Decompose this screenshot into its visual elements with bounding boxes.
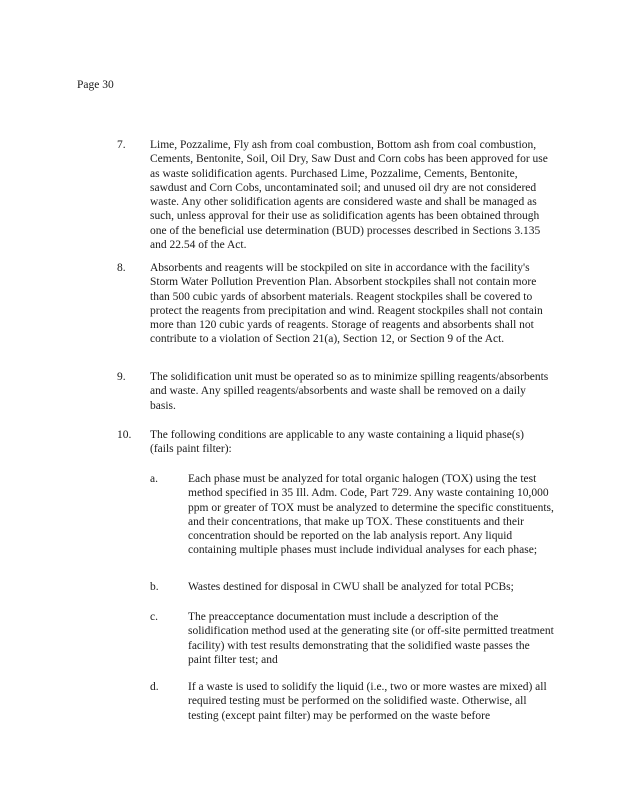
subitem-d-text: If a waste is used to solidify the liquid (i.e., two or more wastes are mixed) all required testing must be performed on the solidified waste. Otherwise, all testing (except paint filter) may be performed on the waste before bbox=[188, 681, 547, 722]
item-8-number: 8. bbox=[117, 262, 126, 274]
item-10-text: The following conditions are applicable to any waste containing a liquid phase(s) (fails paint filter): bbox=[150, 429, 524, 456]
subitem-c-letter: c. bbox=[150, 611, 158, 623]
item-7-number: 7. bbox=[117, 139, 126, 151]
item-8-text: Absorbents and reagents will be stockpiled on site in accordance with the facility's Storm Water Pollution Prevention Plan. Absorbent stockpiles shall not contain more than 500 cubic yards of absorbent materials. Reagent stockpiles shall be covered to protect the reagents from precipitation and wind. Reagent stockpiles shall not contain more than 120 cubic yards of reagents. Storage of reagents and absorbents shall not contribute to a violation of Section 21(a), Section 12, or Section 9 of the Act. bbox=[150, 262, 543, 346]
item-9-number: 9. bbox=[117, 371, 126, 383]
subitem-a-letter: a. bbox=[150, 473, 158, 485]
item-9-text: The solidification unit must be operated so as to minimize spilling reagents/absorbents and waste. Any spilled reagents/absorbents and waste shall be removed on a daily basis. bbox=[150, 371, 549, 412]
subitem-c-text: The preacceptance documentation must include a description of the solidification method used at the generating site (or off-site permitted treatment facility) with test results demonstrating that the solidified waste passes the paint filter test; and bbox=[188, 611, 554, 666]
subitem-d-letter: d. bbox=[150, 681, 159, 693]
subitem-a-text: Each phase must be analyzed for total organic halogen (TOX) using the test method specified in 35 Ill. Adm. Code, Part 729. Any waste containing 10,000 ppm or greater of TOX must be analyzed to determine the specific constituents, and their concentrations, that make up TOX. These constituents and their concentration should be reported on the lab analysis report. Any liquid containing multiple phases must include individual analyses for each phase; bbox=[188, 473, 554, 557]
item-10-number: 10. bbox=[117, 429, 132, 441]
page-number-header: Page 30 bbox=[77, 79, 114, 91]
item-7-text: Lime, Pozzalime, Fly ash from coal combustion, Bottom ash from coal combustion, Cements, Bentonite, Soil, Oil Dry, Saw Dust and Corn cobs has been approved for use as waste solidification agents. Purchased Lime, Pozzalime, Cements, Bentonite, sawdust and Corn Cobs, uncontaminated soil; and unused oil dry are not considered waste. Any other solidification agents are considered waste and shall be managed as such, unless approval for their use as solidification agents has been obtained through one of the beneficial use determination (BUD) processes described in Sections 3.135 and 22.54 of the Act. bbox=[150, 139, 548, 252]
subitem-b-letter: b. bbox=[150, 581, 159, 593]
subitem-b-text: Wastes destined for disposal in CWU shall be analyzed for total PCBs; bbox=[188, 581, 514, 593]
